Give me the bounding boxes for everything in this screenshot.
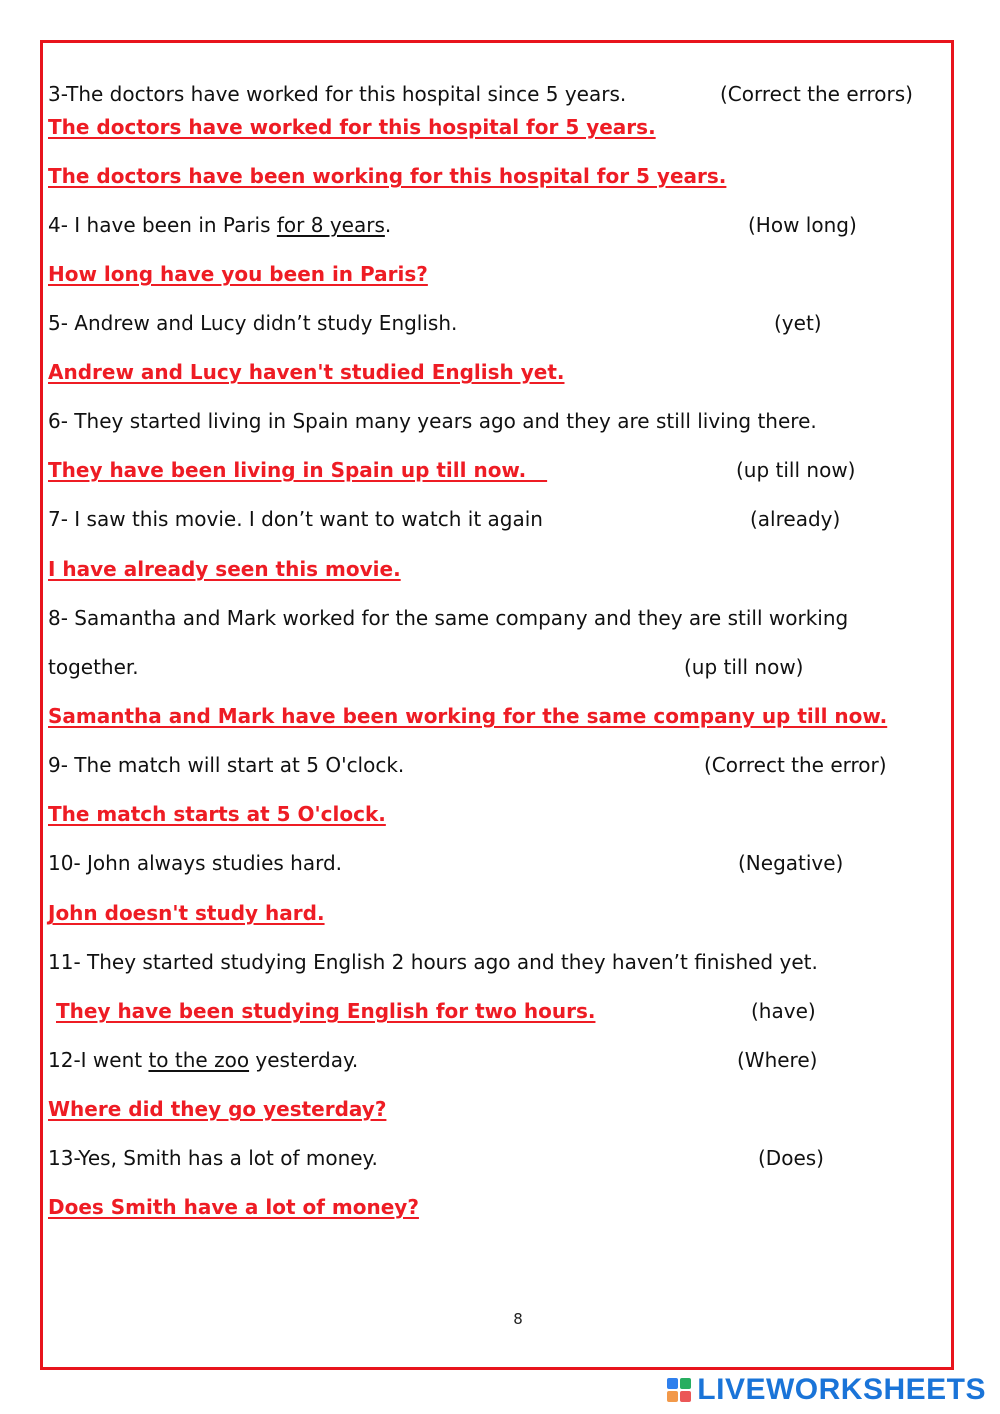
question-13-prompt: 13-Yes, Smith has a lot of money.: [48, 1146, 378, 1170]
question-7-hint: (already): [750, 507, 841, 531]
question-12-prompt-text: 12-I went: [48, 1048, 149, 1072]
question-4-prompt-end: .: [384, 213, 392, 237]
question-13-hint: (Does): [758, 1146, 824, 1170]
liveworksheets-logo-icon: [667, 1378, 691, 1402]
question-13-answer: Does Smith have a lot of money?: [48, 1195, 419, 1219]
question-10-answer: John doesn't study hard.: [48, 901, 325, 925]
question-12-prompt: [48, 1047, 358, 1073]
page-number: 8: [513, 1310, 523, 1328]
question-11-answer: They have been studying English for two hours.: [56, 999, 596, 1023]
question-8-answer: Samantha and Mark have been working for the same company up till now.: [48, 704, 888, 728]
question-4-answer: How long have you been in Paris?: [48, 262, 428, 286]
question-5-answer: Andrew and Lucy haven't studied English yet.: [48, 360, 565, 384]
question-4-prompt: [48, 212, 391, 238]
question-9-hint: (Correct the error): [704, 753, 887, 777]
question-12-answer: Where did they go yesterday?: [48, 1097, 387, 1121]
question-3-hint: (Correct the errors): [720, 82, 913, 106]
question-8-prompt: 8- Samantha and Mark worked for the same company and they are still working: [48, 606, 849, 630]
question-5-hint: (yet): [774, 311, 822, 335]
question-3-prompt: 3-The doctors have worked for this hospital since 5 years.: [48, 82, 627, 106]
question-12-underlined-phrase: to the zoo: [148, 1048, 250, 1072]
question-9-answer: The match starts at 5 O'clock.: [48, 802, 386, 826]
logo-square-orange: [667, 1391, 678, 1402]
question-7-prompt: 7- I saw this movie. I don’t want to watch it again: [48, 507, 543, 531]
question-12-hint: (Where): [737, 1048, 818, 1072]
question-4-prompt-text: 4- I have been in Paris: [48, 213, 277, 237]
logo-square-blue: [667, 1378, 678, 1389]
question-8-prompt-continued: together.: [48, 655, 139, 679]
question-3-answer-2: The doctors have been working for this hospital for 5 years.: [48, 164, 727, 188]
question-6-prompt: 6- They started living in Spain many years ago and they are still living there.: [48, 409, 817, 433]
question-4-hint: (How long): [748, 213, 857, 237]
question-12-prompt-end: yesterday.: [249, 1048, 359, 1072]
question-3-answer-1: The doctors have worked for this hospital for 5 years.: [48, 115, 656, 139]
logo-square-green: [680, 1378, 691, 1389]
question-7-answer: I have already seen this movie.: [48, 557, 401, 581]
question-11-hint: (have): [751, 999, 816, 1023]
liveworksheets-brand[interactable]: [667, 1372, 986, 1408]
liveworksheets-wordmark: LIVEWORKSHEETS: [697, 1373, 986, 1406]
question-6-answer: They have been living in Spain up till now.: [48, 458, 548, 482]
question-6-hint: (up till now): [736, 458, 856, 482]
question-11-prompt: 11- They started studying English 2 hours ago and they haven’t finished yet.: [48, 950, 818, 974]
question-5-prompt: 5- Andrew and Lucy didn’t study English.: [48, 311, 458, 335]
question-8-hint: (up till now): [684, 655, 804, 679]
logo-square-red: [680, 1391, 691, 1402]
question-4-underlined-phrase: for 8 years: [276, 213, 385, 237]
question-10-hint: (Negative): [738, 851, 844, 875]
question-9-prompt: 9- The match will start at 5 O'clock.: [48, 753, 405, 777]
question-10-prompt: 10- John always studies hard.: [48, 851, 343, 875]
